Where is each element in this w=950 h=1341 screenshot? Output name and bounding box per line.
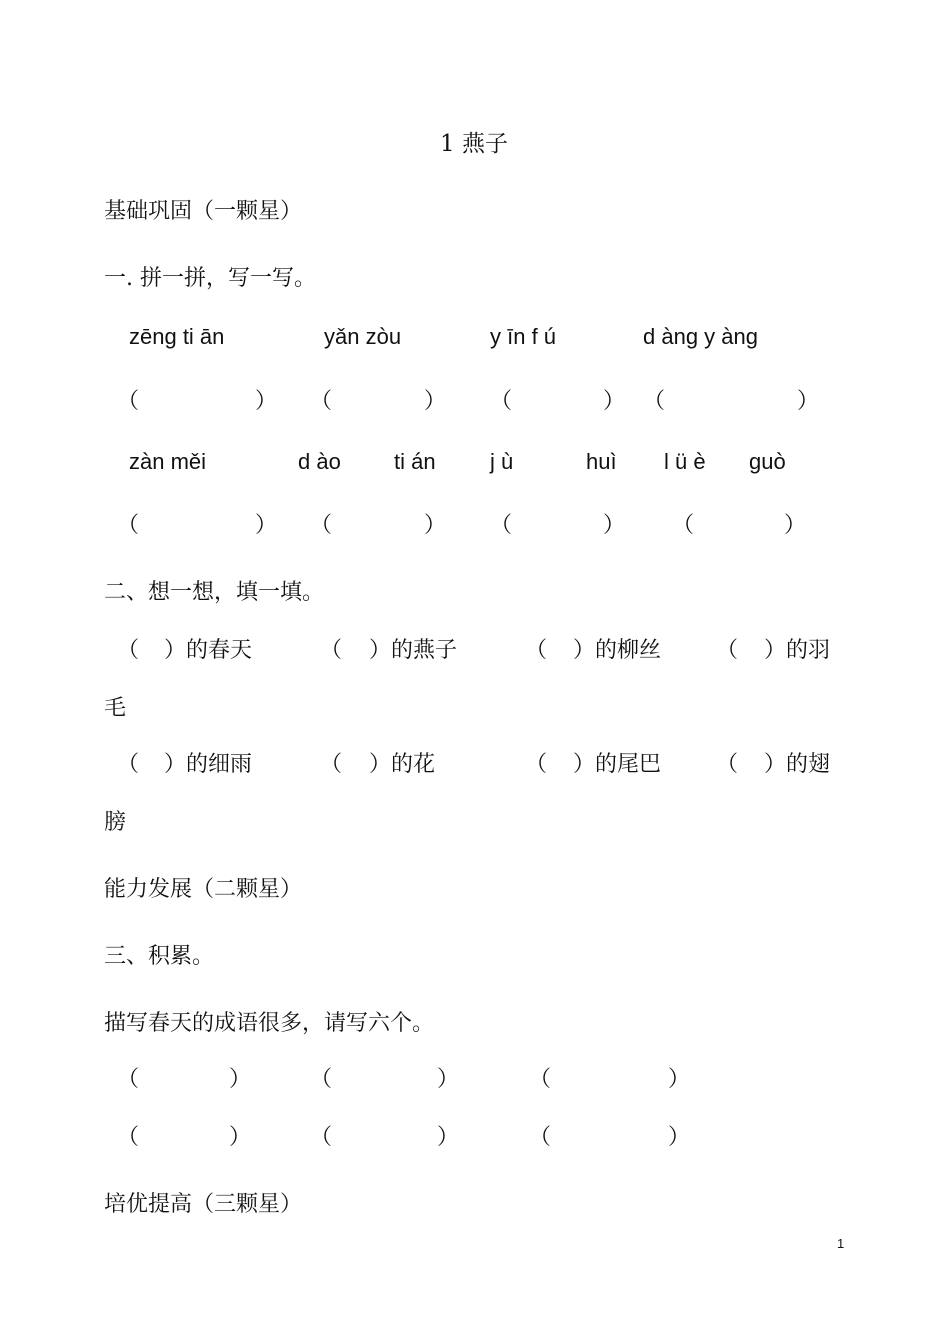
answer-bracket-left: （ (529, 1067, 552, 1092)
phrase: ）的羽 (764, 638, 831, 663)
pinyin: d ào (298, 449, 341, 474)
pinyin: l ü è (664, 449, 706, 474)
phrase: ）的燕子 (369, 638, 458, 663)
phrase: ）的翅 (764, 752, 831, 777)
answer-bracket-right: ） (424, 513, 447, 538)
answer-bracket-left: （ (117, 638, 140, 663)
answer-bracket-left: （ (490, 513, 513, 538)
answer-bracket-left: （ (525, 752, 548, 777)
answer-bracket-left: （ (320, 752, 343, 777)
pinyin: y īn f ú (490, 324, 557, 349)
section-ability: 能力发展（二颗星） (104, 877, 303, 902)
phrase: ）的细雨 (164, 752, 253, 777)
phrase-wrap: 膀 (104, 810, 127, 835)
answer-bracket-right: ） (229, 1067, 252, 1092)
answer-bracket-right: ） (437, 1125, 460, 1150)
answer-bracket-left: （ (490, 389, 513, 414)
answer-bracket-right: ） (603, 389, 626, 414)
pinyin: yǎn zòu (324, 324, 402, 349)
pinyin: zēng ti ān (129, 324, 225, 349)
section-basic: 基础巩固（一颗星） (104, 199, 303, 224)
answer-bracket-right: ） (797, 389, 820, 414)
answer-bracket-left: （ (320, 638, 343, 663)
q3-prompt: 描写春天的成语很多，请写六个。 (104, 1011, 435, 1036)
q2-heading: 二、想一想，填一填。 (104, 580, 325, 605)
answer-bracket-left: （ (117, 752, 140, 777)
answer-bracket-right: ） (668, 1125, 691, 1150)
answer-bracket-right: ） (437, 1067, 460, 1092)
section-advanced: 培优提高（三颗星） (104, 1192, 303, 1217)
answer-bracket-right: ） (255, 513, 278, 538)
answer-bracket-left: （ (643, 389, 666, 414)
answer-bracket-right: ） (603, 513, 626, 538)
answer-bracket-left: （ (672, 513, 695, 538)
phrase: ）的花 (369, 752, 436, 777)
page-title: 1 燕子 (440, 131, 508, 157)
answer-bracket-left: （ (716, 752, 739, 777)
answer-bracket-left: （ (310, 513, 333, 538)
pinyin: zàn měi (129, 449, 207, 474)
answer-bracket-right: ） (784, 513, 807, 538)
answer-bracket-left: （ (529, 1125, 552, 1150)
answer-bracket-left: （ (117, 513, 140, 538)
answer-bracket-left: （ (310, 1067, 333, 1092)
phrase: ）的柳丝 (573, 638, 662, 663)
phrase-wrap: 毛 (104, 696, 127, 721)
answer-bracket-right: ） (255, 389, 278, 414)
pinyin: d àng y àng (643, 324, 758, 349)
answer-bracket-right: ） (668, 1067, 691, 1092)
q1-heading: 一. 拼一拼，写一写。 (104, 266, 316, 291)
pinyin: huì (586, 449, 617, 474)
answer-bracket-left: （ (117, 1125, 140, 1150)
q3-heading: 三、积累。 (104, 944, 215, 969)
phrase: ）的尾巴 (573, 752, 662, 777)
pinyin: guò (749, 449, 786, 474)
page-number: 1 (837, 1236, 845, 1251)
answer-bracket-left: （ (117, 1067, 140, 1092)
pinyin: ti án (394, 449, 436, 474)
answer-bracket-left: （ (117, 389, 140, 414)
pinyin: j ù (490, 449, 514, 474)
answer-bracket-left: （ (310, 1125, 333, 1150)
answer-bracket-right: ） (229, 1125, 252, 1150)
phrase: ）的春天 (164, 638, 253, 663)
answer-bracket-left: （ (310, 389, 333, 414)
answer-bracket-left: （ (525, 638, 548, 663)
answer-bracket-left: （ (716, 638, 739, 663)
answer-bracket-right: ） (424, 389, 447, 414)
